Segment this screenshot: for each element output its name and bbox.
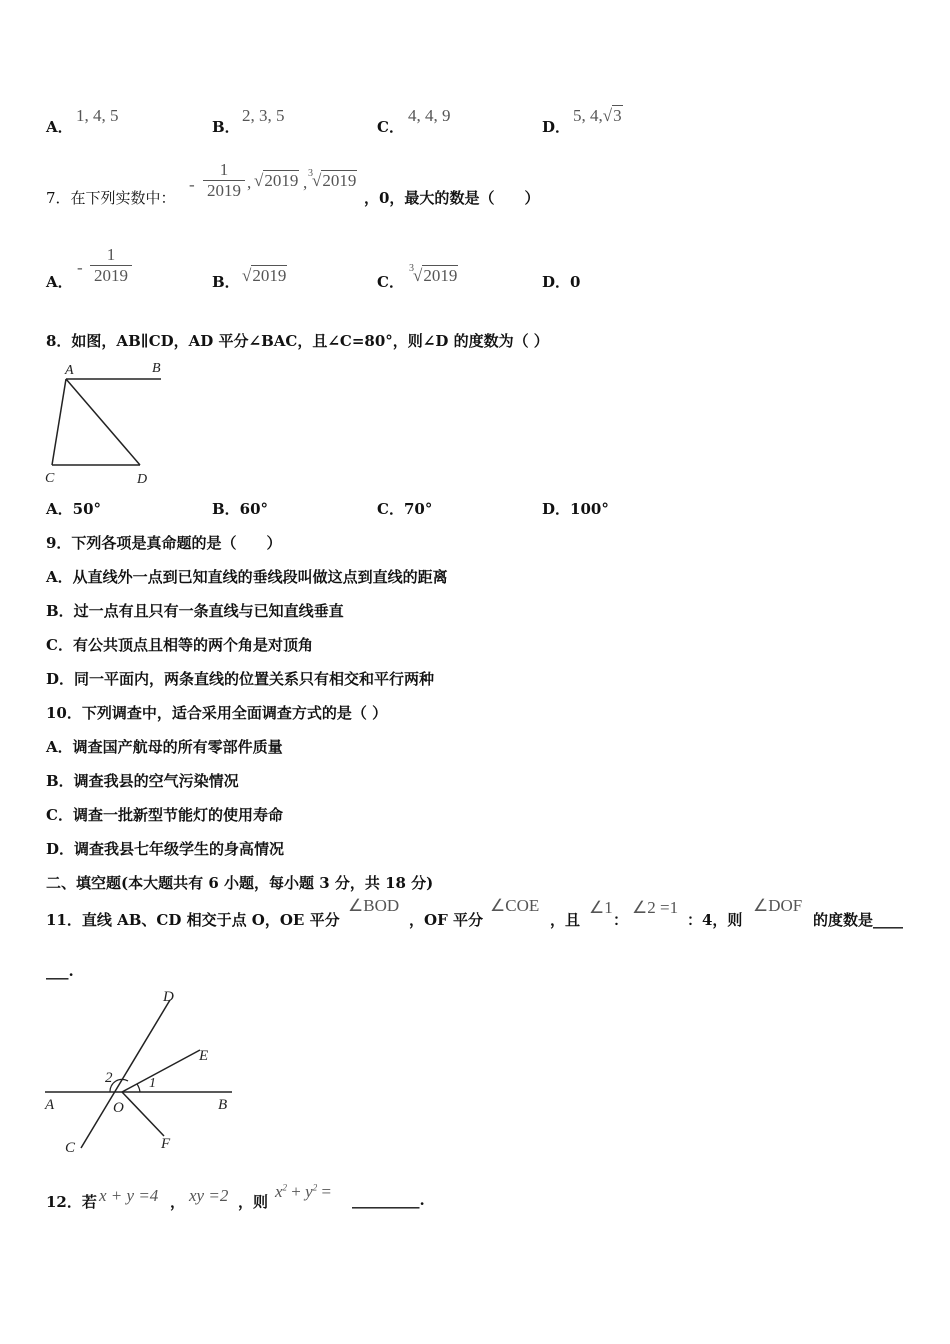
q8-figure (40, 358, 180, 488)
line-ad (66, 379, 140, 465)
q8-option-d: D．100° (542, 500, 609, 518)
ray-of (122, 1092, 164, 1136)
q7-a-label: A． (46, 273, 73, 291)
ray-oe (122, 1050, 200, 1092)
q12-text-3: ，则 (238, 1193, 269, 1211)
q6-c-label: C． (377, 118, 404, 136)
label-c: C (45, 471, 55, 486)
q11-blank-continued: ___. (46, 962, 74, 980)
label-a: A (45, 1097, 55, 1113)
q11-angle-2: ∠2 =1 (632, 898, 679, 917)
q9-text: 9．下列各项是真命题的是（ ） (46, 534, 282, 552)
arc-angle-1 (137, 1084, 140, 1092)
q8-option-b: B．60° (212, 500, 269, 518)
q11-angle-coe: ∠COE (490, 896, 540, 915)
q7-c-index: 3 (409, 263, 414, 274)
q8-option-c: C．70° (377, 500, 433, 518)
q10-option-a: A．调查国产航母的所有零部件质量 (46, 738, 283, 756)
label-b: B (152, 361, 161, 376)
line-ac (52, 379, 66, 465)
q6-a-value: 1, 4, 5 (76, 106, 119, 125)
q11-text-4: ： (613, 911, 629, 929)
label-d: D (163, 989, 174, 1005)
q7-comma1: , (247, 173, 252, 192)
q11-figure (40, 985, 240, 1155)
q12-eq-1: x + y =4 (99, 1186, 159, 1205)
q8-text: 8．如图，AB∥CD，AD 平分∠BAC，且∠C=80°，则∠D 的度数为（ ） (46, 332, 549, 350)
q6-a-label: A． (46, 118, 73, 136)
q12-answer-blank: _________. (352, 1191, 425, 1209)
q7-neg: - (189, 175, 195, 194)
q7-b-sqrt: √2019 (242, 266, 287, 285)
q7-a-fraction: 1 2019 (90, 245, 132, 286)
q11-angle-dof: ∠DOF (753, 896, 803, 915)
q10-option-d: D．调查我县七年级学生的身高情况 (46, 840, 285, 858)
q12-text-1: 12．若 (46, 1193, 97, 1211)
q7-c-cbrt: √2019 (413, 266, 458, 285)
label-d: D (137, 472, 148, 487)
q9-option-d: D．同一平面内，两条直线的位置关系只有相交和平行两种 (46, 670, 435, 688)
q7-d-label: D．0 (542, 273, 581, 291)
label-c: C (65, 1140, 76, 1155)
q12-expr: $x^2 + y^2$ = (275, 1182, 332, 1201)
q7-sqrt: √2019 (254, 171, 299, 190)
q11-text-3: ，且 (550, 911, 581, 929)
q11-text-5: ：4，则 (687, 911, 743, 929)
q7-suffix: ，0，最大的数是（ ） (364, 189, 540, 207)
q6-d-label: D． (542, 118, 571, 136)
q7-cbrt-index: 3 (308, 168, 313, 179)
label-2: 2 (105, 1070, 113, 1086)
q6-c-value: 4, 4, 9 (408, 106, 451, 125)
q11-angle-1: ∠1 (589, 898, 613, 917)
label-a: A (65, 363, 74, 378)
q10-text: 10．下列调查中，适合采用全面调查方式的是（ ） (46, 704, 388, 722)
q11-text-2: ，OF 平分 (409, 911, 483, 929)
q10-option-c: C．调查一批新型节能灯的使用寿命 (46, 806, 283, 824)
q7-prefix: 7．在下列实数中： (46, 189, 176, 207)
q7-comma2: , (303, 173, 308, 192)
q11-text-1: 11．直线 AB、CD 相交于点 O，OE 平分 (46, 911, 340, 929)
q11-angle-bod: ∠BOD (348, 896, 400, 915)
q7-fraction: 1 2019 (203, 160, 245, 201)
q7-c-label: C． (377, 273, 404, 291)
q9-option-c: C．有公共顶点且相等的两个角是对顶角 (46, 636, 313, 654)
label-e: E (199, 1048, 209, 1064)
label-b: B (218, 1097, 228, 1113)
q6-b-value: 2, 3, 5 (242, 106, 285, 125)
q12-text-2: ， (170, 1193, 186, 1211)
label-o: O (113, 1100, 124, 1116)
q12-eq-2: xy =2 (189, 1186, 229, 1205)
q11-text-6: 的度数是____ (813, 911, 904, 929)
q9-option-b: B．过一点有且只有一条直线与已知直线垂直 (46, 602, 344, 620)
q9-option-a: A．从直线外一点到已知直线的垂线段叫做这点到直线的距离 (46, 568, 448, 586)
label-f: F (161, 1136, 171, 1152)
q7-b-label: B． (212, 273, 240, 291)
label-1: 1 (149, 1076, 156, 1091)
section-2-heading: 二、填空题(本大题共有 6 小题，每小题 3 分，共 18 分) (46, 874, 434, 892)
q7-cbrt: √2019 (312, 171, 357, 190)
q10-option-b: B．调查我县的空气污染情况 (46, 772, 239, 790)
q7-a-neg: - (77, 258, 83, 277)
q6-d-value: 5, 4,√3 (573, 106, 622, 125)
q8-option-a: A．50° (46, 500, 102, 518)
q6-b-label: B． (212, 118, 240, 136)
